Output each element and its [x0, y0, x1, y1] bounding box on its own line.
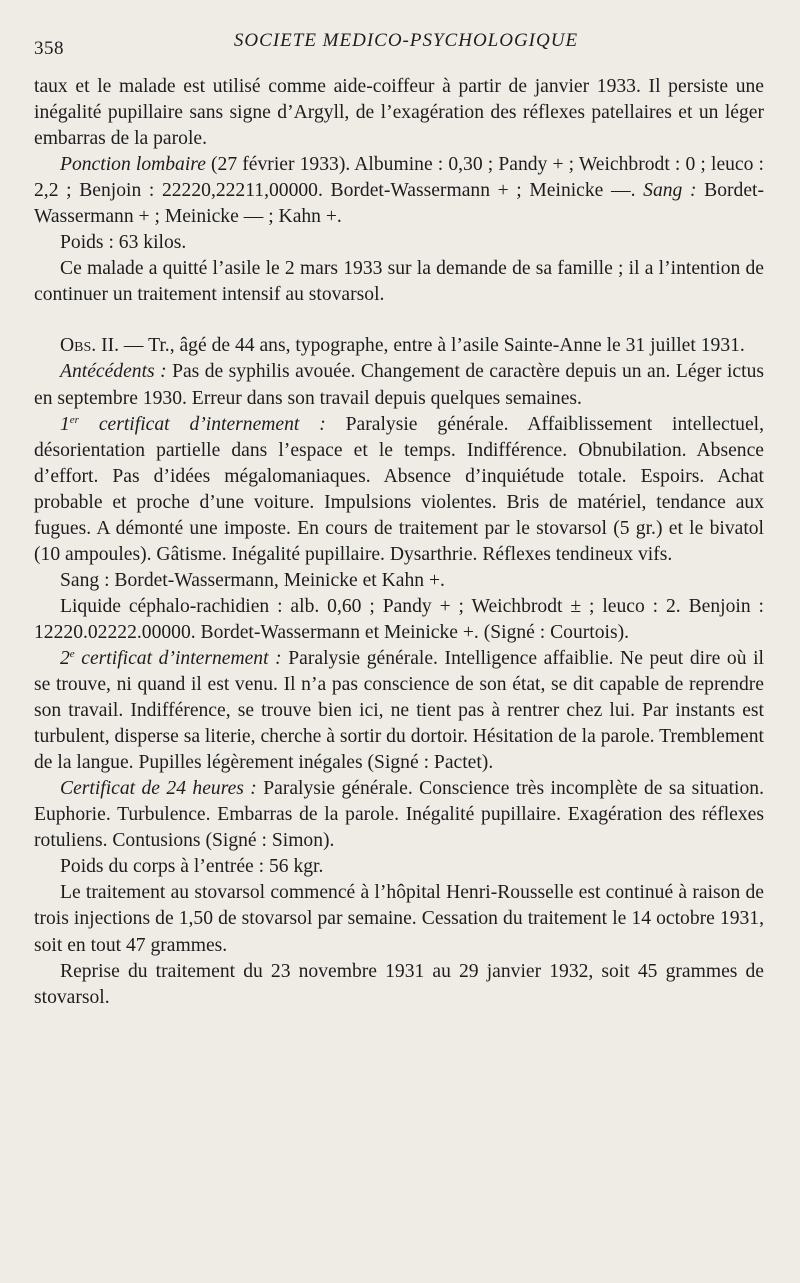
page-number: 358: [34, 38, 64, 59]
paragraph-certificat-2: 2e certificat d’internement : Paralysie générale. Intelligence affaiblie. Ne peut dire où il se trouve, ni quand il est venu. Il n’a pas conscience de son état, se dit capable de reprendre son travail. Indifférence, se trouve bien ici, ne tient pas à rentrer chez lui. Par instants est turbulent, disperse sa literie, cherche à sortir du dortoir. Hésitation de la parole. Tremblement de la langue. Pupilles légèrement inégales (Signé : Pactet).: [34, 647, 764, 774]
paragraph-sang: Sang : Bordet-Wassermann, Meinicke et Kahn +.: [60, 569, 445, 591]
paragraph-liquide: Liquide céphalo-rachidien : alb. 0,60 ; Pandy + ; Weichbrodt ± ; leuco : 2. Benjoin : 12220.02222.00000. Bordet-Wassermann et Meinicke +. (Signé : Courtois).: [34, 595, 764, 643]
page-header: [34, 30, 764, 64]
running-title: SOCIETE MEDICO-PSYCHOLOGIQUE: [233, 30, 579, 51]
paragraph-poids: Poids : 63 kilos.: [60, 232, 187, 254]
paragraph-observation-2: Obs. II. — Tr., âgé de 44 ans, typographe, entre à l’asile Sainte-Anne le 31 juillet 1931.: [60, 335, 745, 357]
paragraph-poids-entree: Poids du corps à l’entrée : 56 kgr.: [60, 856, 324, 878]
paragraph-lead-sang: Sang :: [643, 180, 697, 202]
paragraph-certificat-1: 1er certificat d’internement : Paralysie générale. Affaiblissement intellectuel, désorientation partielle dans l’espace et le temps. Indifférence. Obnubilation. Absence d’effort. Pas d’idées mégalomaniaques. Absence d’inquiétude totale. Espoirs. Achat probable et proche d’une voiture. Impulsions violentes. Bris de matériel, tendance aux fugues. A démonté une imposte. En cours de traitement par le stovarsol (5 gr.) et le bivatol (10 ampoules). Gâtisme. Inégalité pupillaire. Dysarthrie. Réflexes tendineux vifs.: [34, 413, 764, 565]
paragraph-sortie: Ce malade a quitté l’asile le 2 mars 1933 sur la demande de sa famille ; il a l’intention de continuer un traitement intensif au stovarsol.: [34, 258, 764, 306]
paragraph-ponction-lombaire: Ponction lombaire (27 février 1933). Albumine : 0,30 ; Pandy + ; Weichbrodt : 0 ; leuco : 2,2 ; Benjoin : 22220,22211,00000. Bordet-Wassermann + ; Meinicke —. Sang : Bordet-Wassermann + ; Meinicke — ; Kahn +.: [34, 154, 765, 228]
paragraph-lead: Ponction lombaire: [60, 154, 206, 176]
paragraph-reprise: Reprise du traitement du 23 novembre 1931 au 29 janvier 1932, soit 45 grammes de stovarsol.: [34, 960, 764, 1008]
paragraph-lead: 1er certificat d’internement :: [60, 413, 326, 435]
observation-label: Obs. II.: [60, 335, 120, 357]
paragraph-lead: Certificat de 24 heures :: [60, 778, 257, 800]
paragraph-continuation: taux et le malade est utilisé comme aide-coiffeur à partir de janvier 1933. Il persiste une inégalité pupillaire sans signe d’Argyll, de l’exagération des réflexes patellaires et un léger embarras de la parole.: [34, 76, 764, 150]
paragraph-lead: Antécédents :: [60, 361, 167, 383]
paragraph-certificat-24h: Certificat de 24 heures : Paralysie générale. Conscience très incomplète de sa situation. Euphorie. Turbulence. Embarras de la parole. Inégalité pupillaire. Exagération des réflexes rotuliens. Contusions (Signé : Simon).: [34, 778, 764, 852]
paragraph-lead: 2e certificat d’internement :: [60, 647, 282, 669]
paragraph-antecedents: Antécédents : Pas de syphilis avouée. Changement de caractère depuis un an. Léger ictus en septembre 1930. Erreur dans son travail depuis quelques semaines.: [34, 361, 764, 409]
paragraph-traitement: Le traitement au stovarsol commencé à l’hôpital Henri-Rousselle est continué à raison de trois injections de 1,50 de stovarsol par semaine. Cessation du traitement le 14 octobre 1931, soit en tout 47 grammes.: [34, 882, 764, 956]
body-text: [34, 74, 764, 1011]
